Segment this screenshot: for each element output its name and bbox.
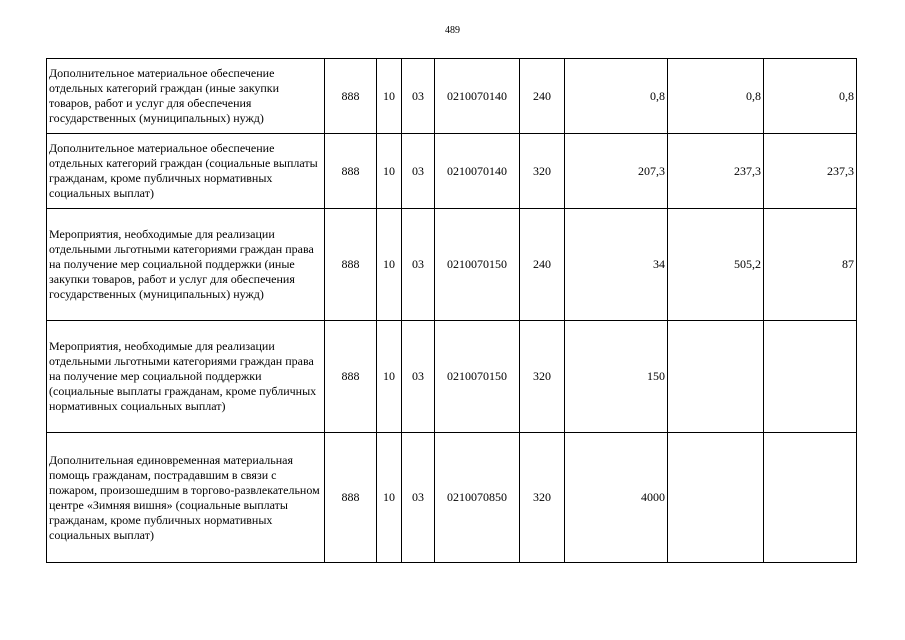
cell-rz: 10 (377, 59, 402, 134)
cell-amount-3: 0,8 (764, 59, 857, 134)
row-description: Дополнительное материальное обеспечение отдельных категорий граждан (социальные выплаты гражданам, кроме публичных нормативных социальных выплат) (47, 134, 325, 209)
cell-amount-1: 4000 (565, 433, 668, 563)
cell-ved: 888 (325, 321, 377, 433)
cell-rz: 10 (377, 209, 402, 321)
cell-amount-3 (764, 433, 857, 563)
row-description: Мероприятия, необходимые для реализации отдельными льготными категориями граждан права на получение мер социальной поддержки (социальные выплаты гражданам, кроме публичных нормативных социальных выплат) (47, 321, 325, 433)
cell-pr: 03 (402, 134, 435, 209)
cell-csr: 0210070150 (435, 209, 520, 321)
table-row (47, 433, 857, 563)
cell-pr: 03 (402, 209, 435, 321)
row-description: Дополнительное материальное обеспечение отдельных категорий граждан (иные закупки товаров, работ и услуг для обеспечения государственных (муниципальных) нужд) (47, 59, 325, 134)
cell-pr: 03 (402, 321, 435, 433)
cell-amount-3: 237,3 (764, 134, 857, 209)
cell-csr: 0210070140 (435, 59, 520, 134)
cell-amount-2: 0,8 (668, 59, 764, 134)
table-row (47, 321, 857, 433)
cell-amount-2: 237,3 (668, 134, 764, 209)
cell-vr: 240 (520, 209, 565, 321)
table-row (47, 134, 857, 209)
table-row (47, 209, 857, 321)
cell-amount-1: 0,8 (565, 59, 668, 134)
cell-ved: 888 (325, 209, 377, 321)
cell-csr: 0210070850 (435, 433, 520, 563)
cell-pr: 03 (402, 59, 435, 134)
cell-amount-3: 87 (764, 209, 857, 321)
cell-amount-1: 150 (565, 321, 668, 433)
cell-amount-3 (764, 321, 857, 433)
cell-pr: 03 (402, 433, 435, 563)
cell-csr: 0210070150 (435, 321, 520, 433)
cell-rz: 10 (377, 321, 402, 433)
row-description: Мероприятия, необходимые для реализации отдельными льготными категориями граждан права на получение мер социальной поддержки (иные закупки товаров, работ и услуг для обеспечения государственных (муниципальных) нужд) (47, 209, 325, 321)
page-number: 489 (445, 25, 460, 36)
table-row (47, 59, 857, 134)
cell-ved: 888 (325, 134, 377, 209)
row-description: Дополнительная единовременная материальная помощь гражданам, пострадавшим в связи с пожаром, произошедшим в торгово-развлекательном центре «Зимняя вишня» (социальные выплаты гражданам, кроме публичных нормативных социальных выплат) (47, 433, 325, 563)
cell-amount-2 (668, 433, 764, 563)
cell-vr: 240 (520, 59, 565, 134)
cell-amount-1: 207,3 (565, 134, 668, 209)
cell-rz: 10 (377, 433, 402, 563)
cell-csr: 0210070140 (435, 134, 520, 209)
cell-rz: 10 (377, 134, 402, 209)
cell-ved: 888 (325, 433, 377, 563)
cell-ved: 888 (325, 59, 377, 134)
cell-amount-1: 34 (565, 209, 668, 321)
budget-table (46, 58, 857, 563)
cell-amount-2: 505,2 (668, 209, 764, 321)
cell-vr: 320 (520, 321, 565, 433)
cell-amount-2 (668, 321, 764, 433)
cell-vr: 320 (520, 134, 565, 209)
cell-vr: 320 (520, 433, 565, 563)
